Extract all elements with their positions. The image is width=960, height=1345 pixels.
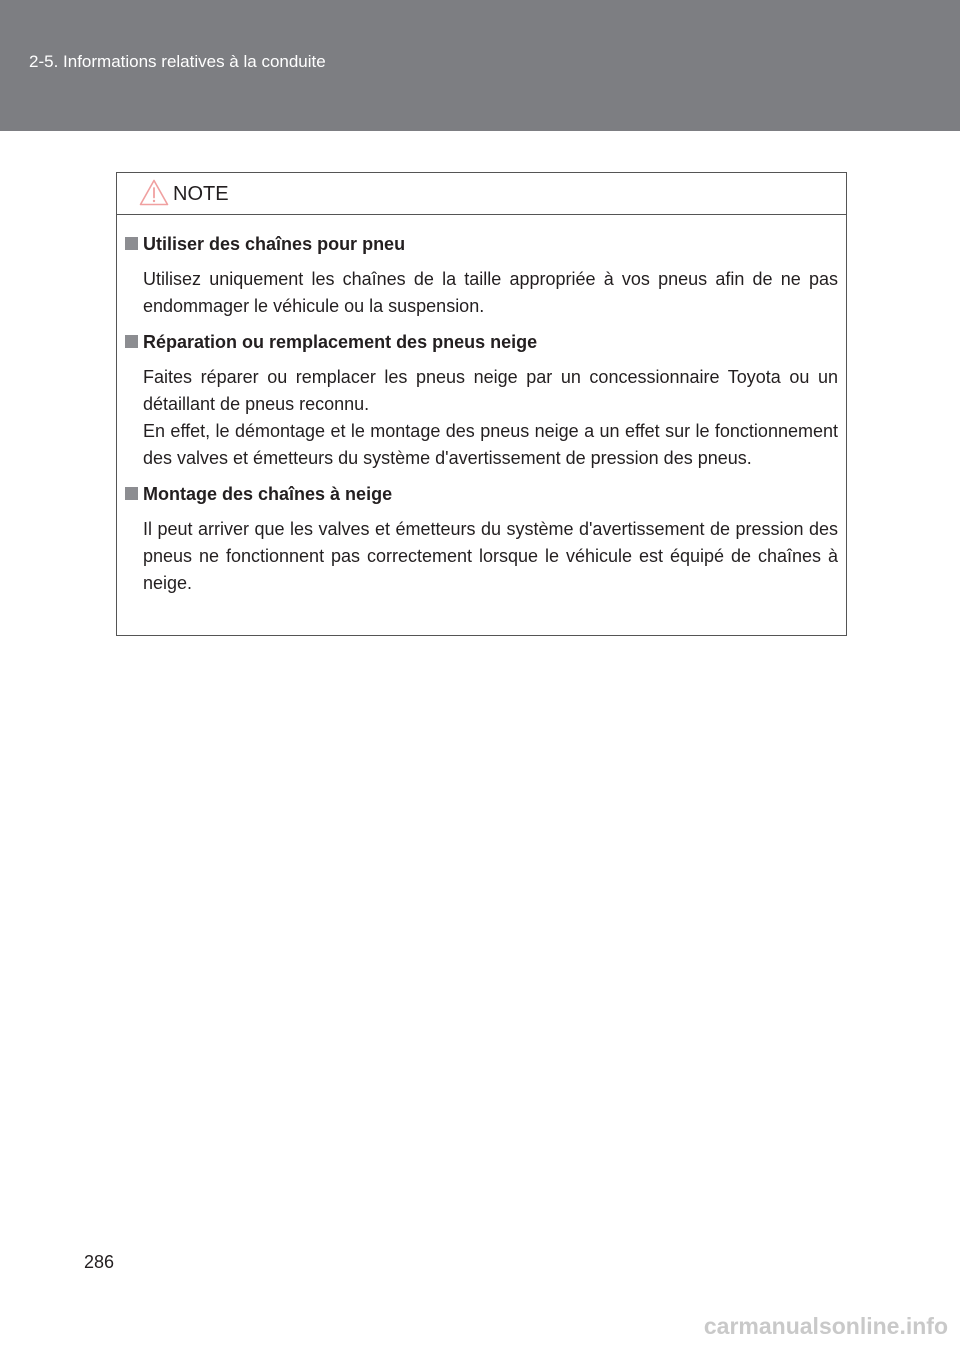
section-heading-text: Montage des chaînes à neige bbox=[143, 484, 393, 504]
note-body bbox=[117, 215, 846, 597]
square-bullet-icon bbox=[125, 487, 138, 500]
section-title: 2-5. Informations relatives à la conduite bbox=[29, 52, 326, 71]
paragraph: Il peut arriver que les valves et émetteurs du système d'avertissement de pression des pneus ne fonctionnent pas correctement lorsque le véhicule est équipé de chaînes à neige. bbox=[143, 519, 838, 593]
header-band bbox=[0, 0, 960, 131]
page-number: 286 bbox=[84, 1252, 115, 1272]
section-heading-repair bbox=[125, 329, 838, 355]
note-header bbox=[117, 173, 846, 215]
paragraph: Utilisez uniquement les chaînes de la taille appropriée à vos pneus afin de ne pas endommager le véhicule ou la suspension. bbox=[143, 269, 838, 316]
section-heading-mounting bbox=[125, 481, 838, 507]
note-title: NOTE bbox=[173, 183, 229, 205]
watermark: carmanualsonline.info bbox=[703, 1313, 948, 1339]
square-bullet-icon bbox=[125, 237, 138, 250]
paragraph: Faites réparer ou remplacer les pneus neige par un concessionnaire Toyota ou un détaillant de pneus reconnu. bbox=[143, 367, 838, 414]
note-box bbox=[116, 172, 847, 636]
section-heading-text: Réparation ou remplacement des pneus neige bbox=[143, 332, 538, 352]
section-heading-chains bbox=[125, 231, 838, 257]
square-bullet-icon bbox=[125, 335, 138, 348]
warning-triangle-icon bbox=[139, 179, 169, 206]
paragraph: En effet, le démontage et le montage des pneus neige a un effet sur le fonctionnement des valves et émetteurs du système d'avertissement de pression des pneus. bbox=[143, 421, 838, 468]
section-heading-text: Utiliser des chaînes pour pneu bbox=[143, 234, 406, 254]
